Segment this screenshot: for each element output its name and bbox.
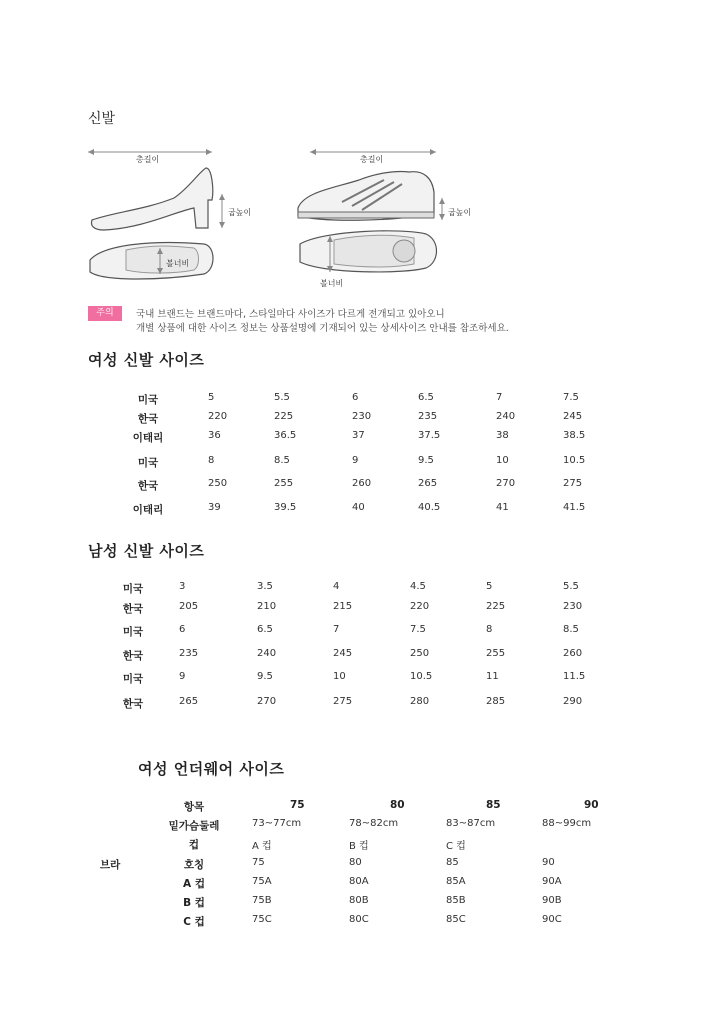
men-size-cell: 9	[179, 671, 186, 682]
women-size-cell: 270	[496, 478, 516, 489]
underwear-header-size: 90	[584, 799, 599, 811]
underwear-header-size: 80	[390, 799, 405, 811]
underwear-size-cell: 90C	[542, 914, 562, 925]
men-size-cell: 11	[486, 671, 499, 682]
men-row-label: 미국	[122, 626, 144, 638]
women-row-label: 한국	[137, 413, 159, 425]
men-size-cell: 8.5	[563, 624, 579, 635]
shoe-measurement-diagram	[84, 140, 504, 295]
men-size-cell: 250	[410, 648, 430, 659]
underwear-size-cell: 80C	[349, 914, 369, 925]
heel-height-label: 굽높이	[228, 208, 252, 217]
notice-line-2: 개별 상품에 대한 사이즈 정보는 상품설명에 기재되어 있는 상세사이즈 안내를 참조하세요.	[136, 323, 509, 334]
men-size-cell: 270	[257, 696, 277, 707]
men-size-cell: 205	[179, 601, 199, 612]
women-size-cell: 9.5	[418, 455, 434, 466]
women-size-cell: 230	[352, 411, 372, 422]
women-size-cell: 7.5	[563, 392, 579, 403]
women-row-label: 한국	[137, 480, 159, 492]
underwear-row-label: A 컵	[183, 878, 205, 890]
men-size-cell: 3.5	[257, 581, 273, 592]
women-size-cell: 235	[418, 411, 438, 422]
underwear-header-size: 85	[486, 799, 501, 811]
underwear-size-cell: 85A	[446, 876, 466, 887]
underwear-title: 여성 언더웨어 사이즈	[138, 760, 285, 778]
men-size-cell: 8	[486, 624, 493, 635]
men-size-cell: 5	[486, 581, 493, 592]
men-size-cell: 290	[563, 696, 583, 707]
men-size-cell: 235	[179, 648, 199, 659]
underwear-size-cell: A 컵	[252, 841, 272, 852]
women-size-cell: 8	[208, 455, 215, 466]
men-size-cell: 245	[333, 648, 353, 659]
women-size-cell: 38	[496, 430, 509, 441]
men-size-cell: 230	[563, 601, 583, 612]
women-size-cell: 41	[496, 502, 509, 513]
women-size-cell: 250	[208, 478, 228, 489]
underwear-row-label: 컵	[188, 839, 200, 851]
men-size-cell: 215	[333, 601, 353, 612]
underwear-size-cell: 75A	[252, 876, 272, 887]
men-size-cell: 6.5	[257, 624, 273, 635]
men-size-cell: 5.5	[563, 581, 579, 592]
notice-line-1: 국내 브랜드는 브랜드마다, 스타일마다 사이즈가 다르게 전개되고 있아오니	[136, 309, 445, 320]
underwear-size-cell: 80	[349, 857, 362, 868]
women-size-cell: 9	[352, 455, 359, 466]
men-row-label: 한국	[122, 698, 144, 710]
women-size-cell: 36	[208, 430, 221, 441]
men-row-label: 한국	[122, 603, 144, 615]
men-shoe-title: 남성 신발 사이즈	[88, 542, 205, 560]
notice-tag: 주의	[88, 306, 122, 321]
women-size-cell: 39.5	[274, 502, 297, 513]
underwear-size-cell: 85	[446, 857, 459, 868]
men-size-cell: 280	[410, 696, 430, 707]
men-size-cell: 265	[179, 696, 199, 707]
men-size-cell: 275	[333, 696, 353, 707]
women-size-cell: 39	[208, 502, 221, 513]
underwear-size-cell: 75B	[252, 895, 272, 906]
men-size-cell: 4.5	[410, 581, 426, 592]
women-size-cell: 8.5	[274, 455, 290, 466]
underwear-header-size: 75	[290, 799, 305, 811]
shoe-diagram-svg	[84, 140, 504, 295]
women-size-cell: 265	[418, 478, 438, 489]
men-size-cell: 285	[486, 696, 506, 707]
women-size-cell: 37	[352, 430, 365, 441]
bra-group-label: 브라	[100, 859, 121, 871]
men-size-cell: 11.5	[563, 671, 586, 682]
underwear-size-cell: 90A	[542, 876, 562, 887]
women-size-cell: 225	[274, 411, 294, 422]
women-row-label: 이태리	[132, 432, 164, 444]
underwear-size-cell: C 컵	[446, 841, 466, 852]
women-size-cell: 40	[352, 502, 365, 513]
women-row-label: 이태리	[132, 504, 164, 516]
heel-width-label: 볼너비	[166, 259, 190, 268]
men-size-cell: 240	[257, 648, 277, 659]
women-size-cell: 275	[563, 478, 583, 489]
men-size-cell: 3	[179, 581, 186, 592]
underwear-size-cell: 75C	[252, 914, 272, 925]
men-size-cell: 10	[333, 671, 346, 682]
underwear-header-label: 항목	[183, 801, 205, 813]
women-size-cell: 41.5	[563, 502, 586, 513]
men-size-cell: 220	[410, 601, 430, 612]
women-shoe-title: 여성 신발 사이즈	[88, 351, 205, 369]
men-size-cell: 260	[563, 648, 583, 659]
underwear-size-cell: 80B	[349, 895, 369, 906]
men-size-cell: 7	[333, 624, 340, 635]
women-size-cell: 38.5	[563, 430, 586, 441]
women-size-cell: 36.5	[274, 430, 297, 441]
women-size-cell: 37.5	[418, 430, 441, 441]
women-size-cell: 245	[563, 411, 583, 422]
women-size-cell: 6	[352, 392, 359, 403]
men-row-label: 미국	[122, 583, 144, 595]
women-row-label: 미국	[137, 394, 159, 406]
underwear-size-cell: 88~99cm	[542, 818, 592, 829]
sneaker-total-length-label: 총길이	[360, 155, 384, 164]
women-size-cell: 220	[208, 411, 228, 422]
women-size-cell: 6.5	[418, 392, 434, 403]
men-row-label: 미국	[122, 673, 144, 685]
underwear-size-cell: 90	[542, 857, 555, 868]
notice-box	[88, 304, 509, 336]
women-size-cell: 260	[352, 478, 372, 489]
underwear-size-cell: 75	[252, 857, 265, 868]
men-size-cell: 9.5	[257, 671, 273, 682]
women-size-cell: 7	[496, 392, 503, 403]
underwear-size-cell: B 컵	[349, 841, 369, 852]
men-size-cell: 6	[179, 624, 186, 635]
men-size-cell: 210	[257, 601, 277, 612]
women-size-cell: 40.5	[418, 502, 441, 513]
page-title: 신발	[88, 111, 116, 127]
women-size-cell: 5	[208, 392, 215, 403]
underwear-size-cell: 85C	[446, 914, 466, 925]
underwear-row-label: C 컵	[183, 916, 205, 928]
women-size-cell: 255	[274, 478, 294, 489]
women-size-cell: 10	[496, 455, 509, 466]
sneaker-width-label: 볼너비	[320, 279, 344, 288]
underwear-row-label: 호칭	[183, 859, 205, 871]
men-row-label: 한국	[122, 650, 144, 662]
underwear-row-label: 밑가슴둘레	[168, 820, 220, 832]
women-size-cell: 5.5	[274, 392, 290, 403]
men-size-cell: 10.5	[410, 671, 433, 682]
underwear-size-cell: 73~77cm	[252, 818, 302, 829]
underwear-size-cell: 90B	[542, 895, 562, 906]
men-size-cell: 4	[333, 581, 340, 592]
women-size-cell: 240	[496, 411, 516, 422]
men-size-cell: 225	[486, 601, 506, 612]
heel-total-length-label: 총길이	[136, 155, 160, 164]
men-size-cell: 255	[486, 648, 506, 659]
underwear-size-cell: 83~87cm	[446, 818, 496, 829]
underwear-row-label: B 컵	[183, 897, 205, 909]
men-size-cell: 7.5	[410, 624, 426, 635]
women-row-label: 미국	[137, 457, 159, 469]
underwear-size-cell: 80A	[349, 876, 369, 887]
women-size-cell: 10.5	[563, 455, 586, 466]
underwear-size-cell: 85B	[446, 895, 466, 906]
underwear-size-cell: 78~82cm	[349, 818, 399, 829]
sneaker-heel-height-label: 굽높이	[448, 208, 472, 217]
